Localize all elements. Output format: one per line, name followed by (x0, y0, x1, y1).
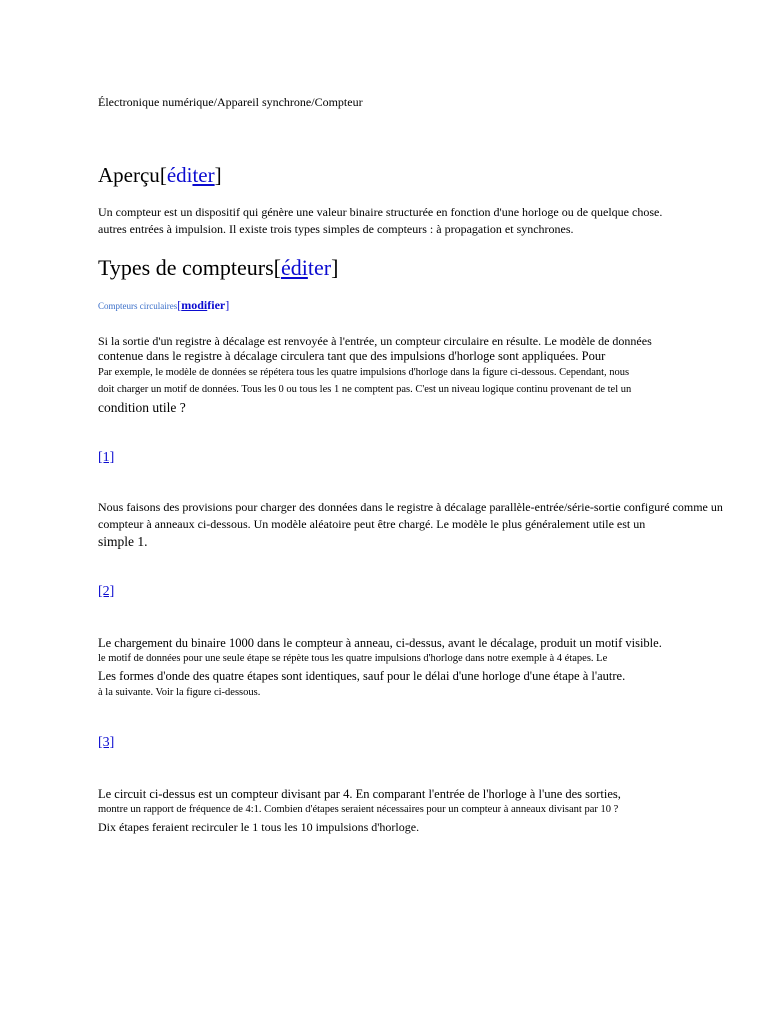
reference-link-2[interactable]: [2] (98, 584, 115, 599)
paragraph-line: montre un rapport de fréquence de 4:1. Combien d'étapes seraient nécessaires pour un compteur à anneaux divisant par 10 ? (98, 804, 619, 815)
section-title: Aperçu (98, 163, 160, 187)
reference-link-3[interactable]: [3] (98, 735, 115, 750)
paragraph-line: à la suivante. Voir la figure ci-dessous. (98, 687, 261, 698)
section-title: Types de compteurs (98, 255, 274, 280)
edit-bracket-open: [ (159, 163, 167, 187)
paragraph-line: Dix étapes feraient recirculer le 1 tous les 10 impulsions d'horloge. (98, 820, 420, 834)
paragraph-line: Par exemple, le modèle de données se répétera tous les quatre impulsions d'horloge dans la figure ci-dessous. Cependant, nous (98, 367, 630, 378)
subsection-heading-circulaires (98, 298, 229, 313)
edit-link-text-pre: édi (166, 163, 193, 187)
paragraph-line: contenue dans le registre à décalage circulera tant que des impulsions d'horloge sont appliquées. Pour (98, 349, 606, 363)
paragraph-line: doit charger un motif de données. Tous les 0 ou tous les 1 ne comptent pas. C'est un niveau logique continu provenant de tel un (98, 384, 632, 395)
edit-bracket-open: [ (177, 298, 182, 312)
paragraph-line: le motif de données pour une seule étape se répète tous les quatre impulsions d'horloge dans notre exemple à 4 étapes. Le (98, 653, 608, 664)
edit-bracket-close: ] (214, 163, 222, 187)
edit-link-text-underlined: ter (192, 163, 215, 187)
paragraph-line: Le circuit ci-dessus est un compteur divisant par 4. En comparant l'entrée de l'horloge à l'une des sorties, (98, 787, 621, 801)
subsection-title: Compteurs circulaires (98, 301, 178, 311)
paragraph-line: autres entrées à impulsion. Il existe trois types simples de compteurs : à propagation et synchrones. (98, 222, 574, 236)
paragraph-line: Nous faisons des provisions pour charger des données dans le registre à décalage parallèle-entrée/série-sortie configuré comme un (98, 500, 723, 514)
edit-link-text-post: fier (207, 298, 226, 312)
paragraph-line: simple 1. (98, 534, 148, 549)
paragraph-line: Un compteur est un dispositif qui génère une valeur binaire structurée en fonction d'une horloge ou de quelque chose. (98, 205, 663, 219)
edit-link-text-underlined: édi (280, 255, 308, 280)
edit-link-types[interactable] (281, 255, 331, 280)
edit-link-text-post: ter (307, 255, 332, 280)
breadcrumb: Électronique numérique/Appareil synchrone/Compteur (98, 95, 363, 109)
paragraph-line: compteur à anneaux ci-dessous. Un modèle aléatoire peut être chargé. Le modèle le plus généralement utile est un (98, 517, 646, 531)
section-heading-types (98, 255, 338, 281)
paragraph-line: Si la sortie d'un registre à décalage est renvoyée à l'entrée, un compteur circulaire en résulte. Le modèle de données (98, 334, 652, 348)
edit-bracket-open: [ (273, 255, 281, 280)
section-heading-apercu (98, 163, 222, 188)
edit-bracket-close: ] (331, 255, 339, 280)
paragraph-line: Le chargement du binaire 1000 dans le compteur à anneau, ci-dessus, avant le décalage, produit un motif visible. (98, 636, 662, 650)
paragraph-line: Les formes d'onde des quatre étapes sont identiques, sauf pour le délai d'une horloge d'une étape à l'autre. (98, 669, 626, 683)
edit-link-text-underlined: modi (181, 298, 208, 312)
edit-link-circulaires[interactable] (181, 298, 225, 312)
paragraph-line: condition utile ? (98, 400, 186, 415)
edit-link-apercu[interactable] (167, 163, 215, 187)
reference-link-1[interactable]: [1] (98, 450, 115, 465)
edit-bracket-close: ] (225, 298, 230, 312)
